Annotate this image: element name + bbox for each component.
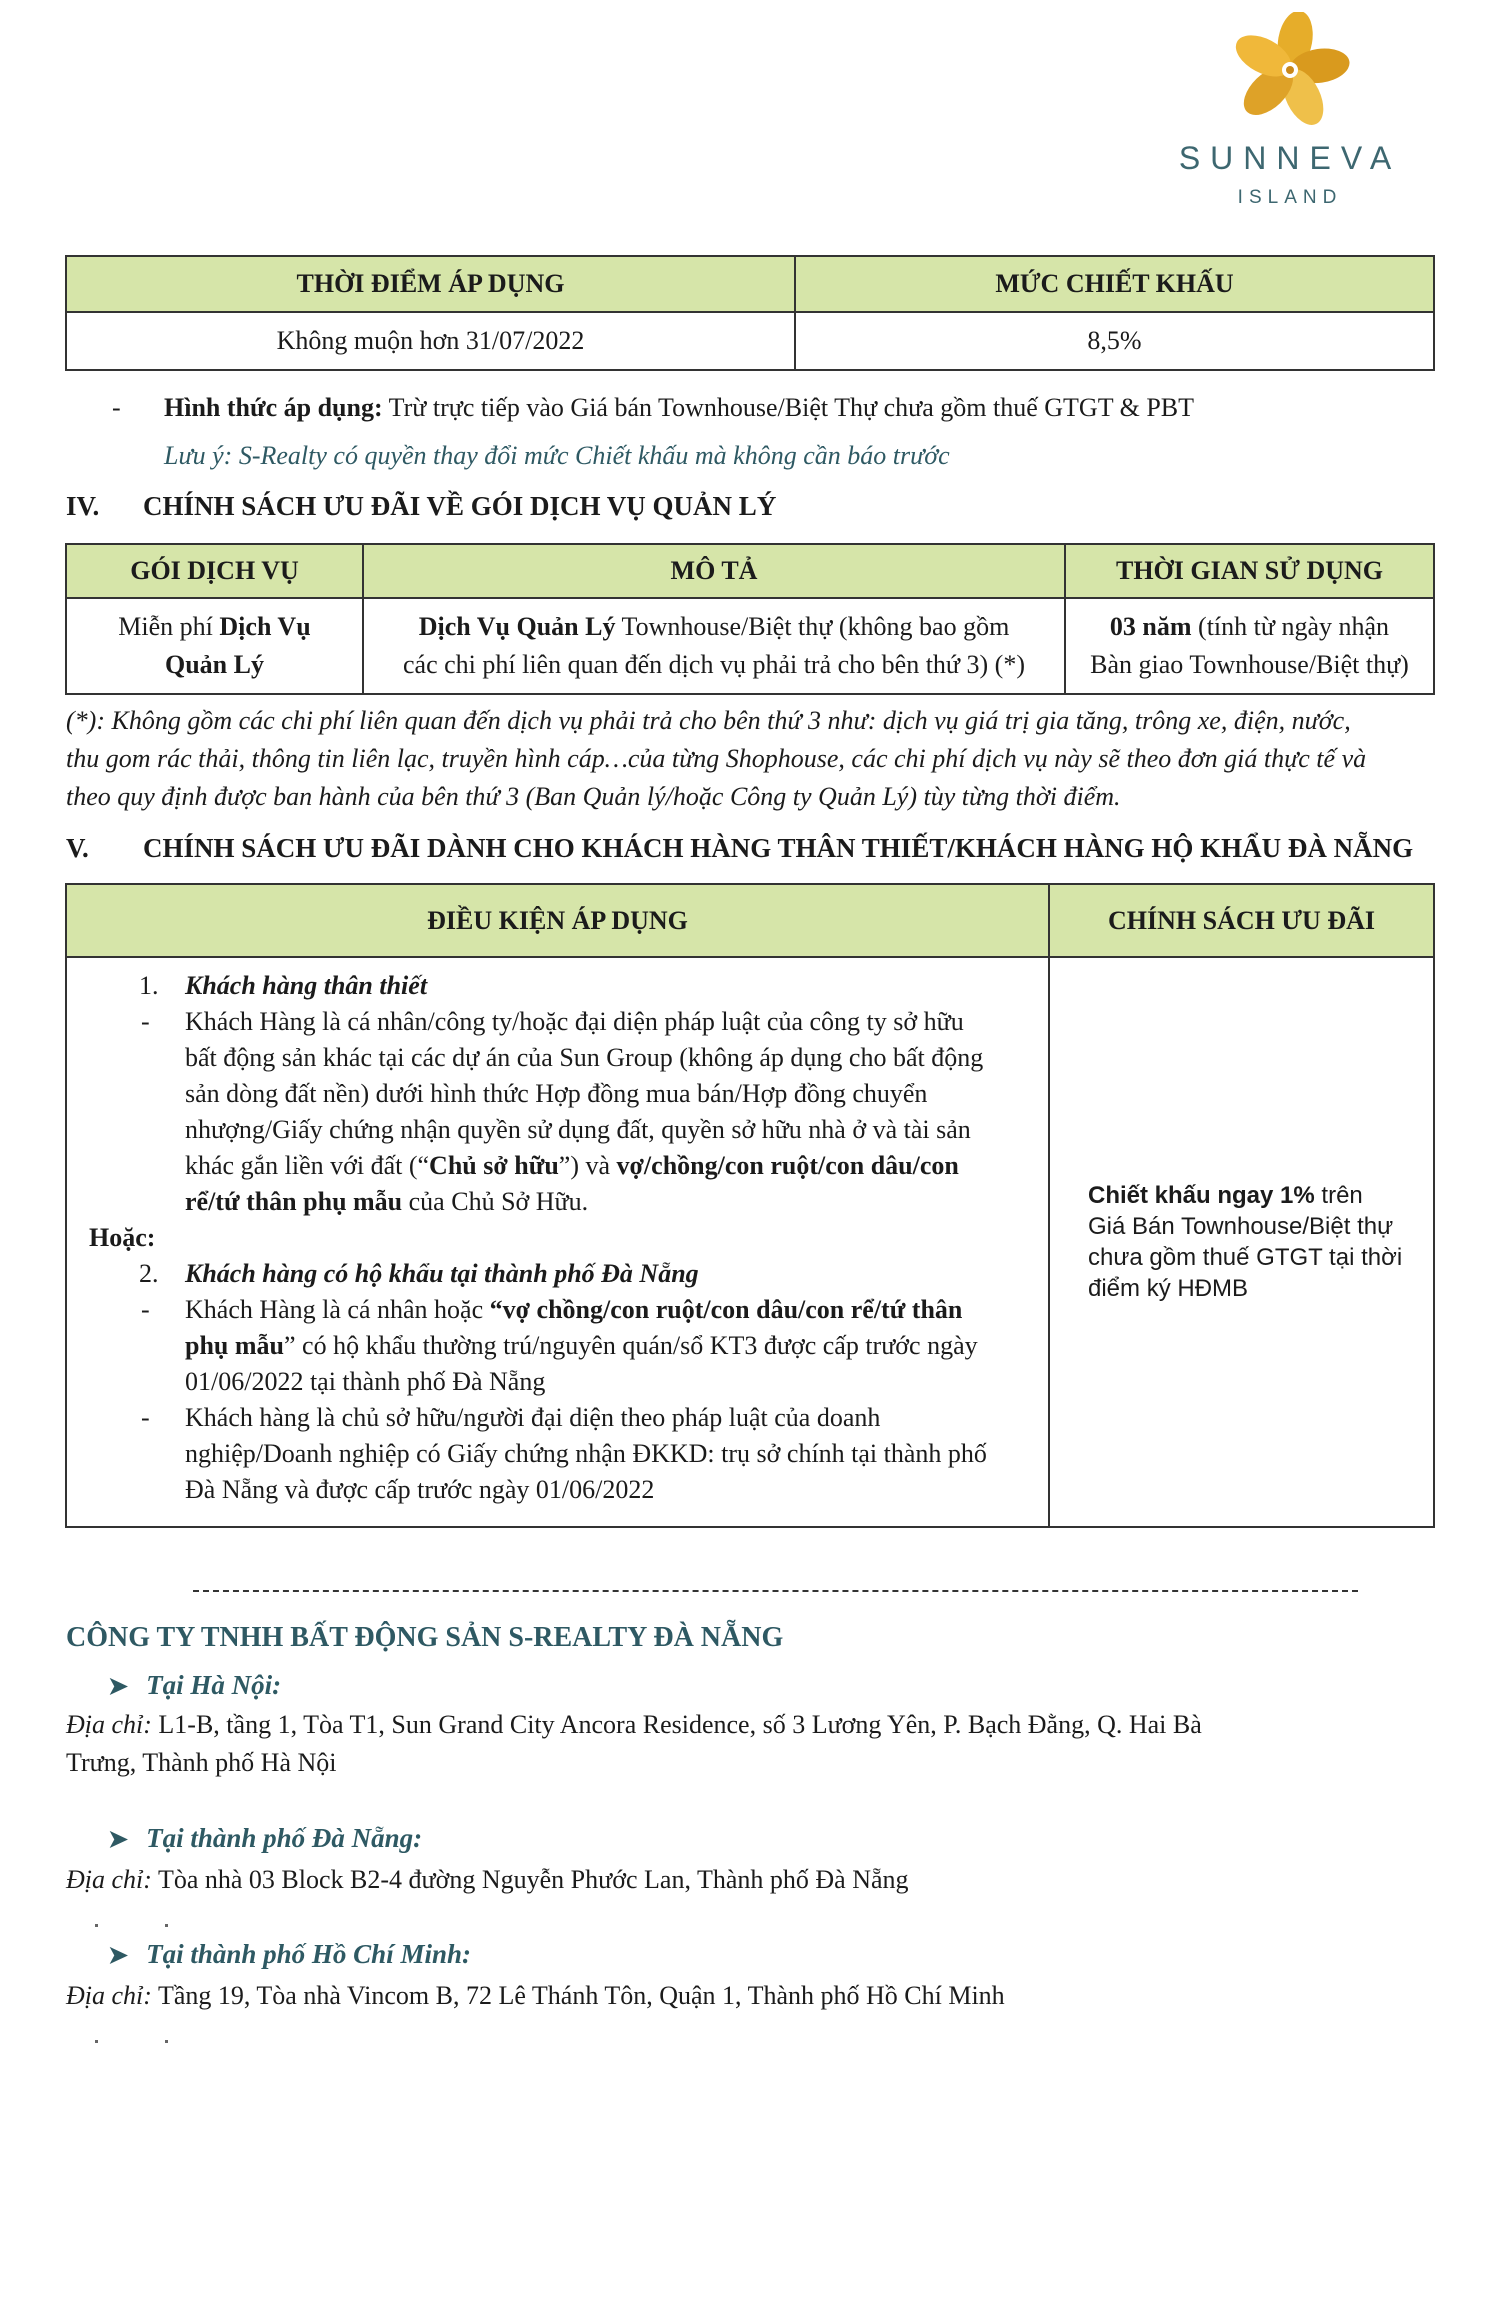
item2-line-2a: phụ mẫu [185, 1331, 284, 1360]
office-hcm-title [108, 1939, 471, 1970]
item2-heading [67, 1256, 1026, 1292]
decorative-dot [95, 1924, 98, 1927]
conditions-cell [66, 957, 1049, 1527]
item1-title: Khách hàng thân thiết [185, 971, 428, 1000]
application-text: Trừ trực tiếp vào Giá bán Townhouse/Biệt Thự chưa gồm thuế GTGT & PBT [388, 393, 1195, 422]
application-dash: - [112, 393, 121, 422]
decorative-dot [95, 2040, 98, 2043]
office-hcm-address-label: Địa chỉ: [66, 1981, 152, 2010]
item1-relatives-2: rể/tứ thân phụ mẫu [185, 1187, 403, 1216]
discount-table [65, 255, 1435, 371]
service-description-a: Dịch Vụ Quản Lý [418, 612, 616, 641]
arrow-icon: ➤ [108, 1827, 129, 1853]
office-danang-address-l1: Tòa nhà 03 Block B2-4 đường Nguyễn Phước Lan, Thành phố Đà Nẵng [151, 1865, 909, 1894]
office-danang-address-label: Địa chỉ: [66, 1865, 152, 1894]
item1-line-5 [185, 1148, 1026, 1184]
service-duration-b: (tính từ ngày nhận [1191, 612, 1390, 641]
item2-line-3: 01/06/2022 tại thành phố Đà Nẵng [185, 1367, 546, 1396]
policy-cell [1049, 957, 1434, 1527]
item2-m-line-1: Khách hàng là chủ sở hữu/người đại diện theo pháp luật của doanh [185, 1403, 881, 1432]
office-danang-label: Tại thành phố Đà Nẵng: [146, 1823, 423, 1853]
item2-line-1b: “vợ chồng/con ruột/con dâu/con rể/tứ thân [489, 1295, 963, 1324]
office-hanoi-label: Tại Hà Nội: [146, 1670, 282, 1700]
logo-brand-text: SUNNEVA [1178, 140, 1402, 176]
arrow-icon: ➤ [108, 1674, 129, 1700]
item1-line-5c: ”) và [558, 1151, 617, 1180]
application-label: Hình thức áp dụng: [164, 393, 383, 422]
item1-line-1: Khách Hàng là cá nhân/công ty/hoặc đại diện pháp luật của công ty sở hữu [185, 1007, 964, 1036]
service-header-description: MÔ TẢ [363, 544, 1065, 598]
discount-time-cell: Không muộn hơn 31/07/2022 [66, 312, 795, 370]
service-footnote-line-2: thu gom rác thải, thông tin liên lạc, truyền hình cáp…của từng Shophouse, các chi phí dịch vụ này sẽ theo đơn giá thực tế và [66, 744, 1367, 773]
service-footnote-line-1: (*): Không gồm các chi phí liên quan đến dịch vụ phải trả cho bên thứ 3 như: dịch vụ giá trị gia tăng, trông xe, điện, nước, [66, 706, 1351, 735]
item2-title: Khách hàng có hộ khẩu tại thành phố Đà Nẵng [185, 1259, 699, 1288]
item2-dash-2: - [141, 1403, 150, 1432]
application-note: Lưu ý: S-Realty có quyền thay đổi mức Chiết khấu mà không cần báo trước [164, 441, 950, 470]
logo-sub-text: ISLAND [1237, 187, 1343, 208]
item2-line-1a: Khách Hàng là cá nhân hoặc [185, 1295, 490, 1324]
service-description-cell [363, 598, 1065, 694]
section-iv-number: IV. [66, 491, 100, 521]
policy-discount: Chiết khấu ngay 1% [1088, 1182, 1315, 1209]
discount-header-time: THỜI ĐIỂM ÁP DỤNG [66, 256, 795, 312]
decorative-dot [165, 1924, 168, 1927]
service-description-b: Townhouse/Biệt thự (không bao gồm [615, 612, 1010, 641]
service-package-b: Dịch Vụ [219, 612, 311, 641]
item2-dash-1: - [141, 1295, 150, 1324]
section-v-title: CHÍNH SÁCH ƯU ĐÃI DÀNH CHO KHÁCH HÀNG THÂN THIẾT/KHÁCH HÀNG HỘ KHẨU ĐÀ NẴNG [143, 833, 1414, 863]
policy-d: chưa gồm thuế GTGT tại thời [1088, 1244, 1403, 1271]
office-hcm-address-l1: Tầng 19, Tòa nhà Vincom B, 72 Lê Thánh Tôn, Quận 1, Thành phố Hồ Chí Minh [151, 1981, 1005, 2010]
application-line [164, 389, 1434, 426]
office-danang-address [66, 1861, 1366, 1899]
section-v-number: V. [66, 833, 89, 863]
item1-line-6 [185, 1184, 1026, 1220]
service-duration-a: 03 năm [1109, 612, 1192, 641]
discount-rate-cell: 8,5% [795, 312, 1434, 370]
sunneva-logo [1145, 12, 1435, 208]
item1-relatives: vợ/chồng/con ruột/con dâu/con [616, 1151, 959, 1180]
separator-line [193, 1590, 1358, 1592]
management-service-table [65, 543, 1435, 695]
item2-m-line-2: nghiệp/Doanh nghiệp có Giấy chứng nhận ĐKKD: trụ sở chính tại thành phố [185, 1439, 987, 1468]
item1-line-5a: khác gắn liền với đất (“ [185, 1151, 430, 1180]
decorative-dot [165, 2040, 168, 2043]
item2-line-2b: ” có hộ khẩu thường trú/nguyên quán/sổ KT3 được cấp trước ngày [284, 1331, 978, 1360]
item2-line-2 [185, 1328, 1026, 1364]
item1-line-3: sản dòng đất nền) dưới hình thức Hợp đồng mua bán/Hợp đồng chuyển [185, 1079, 928, 1108]
flower-icon [1229, 12, 1351, 130]
item1-detail [67, 1004, 1026, 1220]
item2-detail-2 [67, 1400, 1026, 1508]
policy-header: CHÍNH SÁCH ƯU ĐÃI [1049, 884, 1434, 957]
item1-owner: Chủ sở hữu [429, 1151, 559, 1180]
policy-c: Giá Bán Townhouse/Biệt thự [1088, 1213, 1394, 1240]
company-name: CÔNG TY TNHH BẤT ĐỘNG SẢN S-REALTY ĐÀ NẴNG [66, 1622, 784, 1653]
service-duration-cell [1065, 598, 1434, 694]
discount-header-rate: MỨC CHIẾT KHẤU [795, 256, 1434, 312]
office-hanoi-address-l1: L1-B, tầng 1, Tòa T1, Sun Grand City Ancora Residence, số 3 Lương Yên, P. Bạch Đằng, Q. Hai Bà [151, 1710, 1202, 1739]
office-hanoi-address-label: Địa chỉ: [66, 1710, 152, 1739]
item1-line-6b: của Chủ Sở Hữu. [402, 1187, 589, 1216]
service-package-a: Miễn phí [118, 612, 220, 641]
item1-line-2: bất động sản khác tại các dự án của Sun Group (không áp dụng cho bất động [185, 1043, 984, 1072]
service-duration-c: Bàn giao Townhouse/Biệt thự) [1090, 650, 1409, 679]
service-package-c: Quản Lý [165, 650, 264, 679]
item1-heading [67, 968, 1026, 1004]
conditions-header: ĐIỀU KIỆN ÁP DỤNG [66, 884, 1049, 957]
service-header-package: GÓI DỊCH VỤ [66, 544, 363, 598]
item2-detail-1 [67, 1292, 1026, 1400]
service-footnote-line-3: theo quy định được ban hành của bên thứ 3 (Ban Quản lý/hoặc Công ty Quản Lý) tùy từng thời điểm. [66, 782, 1121, 811]
item1-number: 1. [139, 971, 159, 1000]
policy-b: trên [1314, 1182, 1363, 1209]
loyal-customer-table [65, 883, 1435, 1528]
item2-number: 2. [139, 1259, 159, 1288]
item2-m-line-3: Đà Nẵng và được cấp trước ngày 01/06/2022 [185, 1475, 655, 1504]
office-hcm-label: Tại thành phố Hồ Chí Minh: [146, 1939, 471, 1969]
office-hcm-address [66, 1977, 1366, 2015]
office-hanoi-title [108, 1670, 281, 1701]
or-label: Hoặc: [89, 1223, 156, 1252]
item1-line-4: nhượng/Giấy chứng nhận quyền sử dụng đất, quyền sở hữu nhà ở và tài sản [185, 1115, 971, 1144]
office-hanoi-address [66, 1706, 1366, 1782]
office-danang-title [108, 1823, 422, 1854]
service-header-duration: THỜI GIAN SỬ DỤNG [1065, 544, 1434, 598]
policy-e: điểm ký HĐMB [1088, 1275, 1249, 1302]
service-description-c: các chi phí liên quan đến dịch vụ phải trả cho bên thứ 3) (*) [403, 650, 1025, 679]
arrow-icon: ➤ [108, 1943, 129, 1969]
item1-dash: - [141, 1007, 150, 1036]
section-iv-title: CHÍNH SÁCH ƯU ĐÃI VỀ GÓI DỊCH VỤ QUẢN LÝ [143, 491, 777, 521]
service-package-cell [66, 598, 363, 694]
office-hanoi-address-l2: Trưng, Thành phố Hà Nội [66, 1748, 337, 1777]
item2-line-1 [185, 1292, 1026, 1328]
